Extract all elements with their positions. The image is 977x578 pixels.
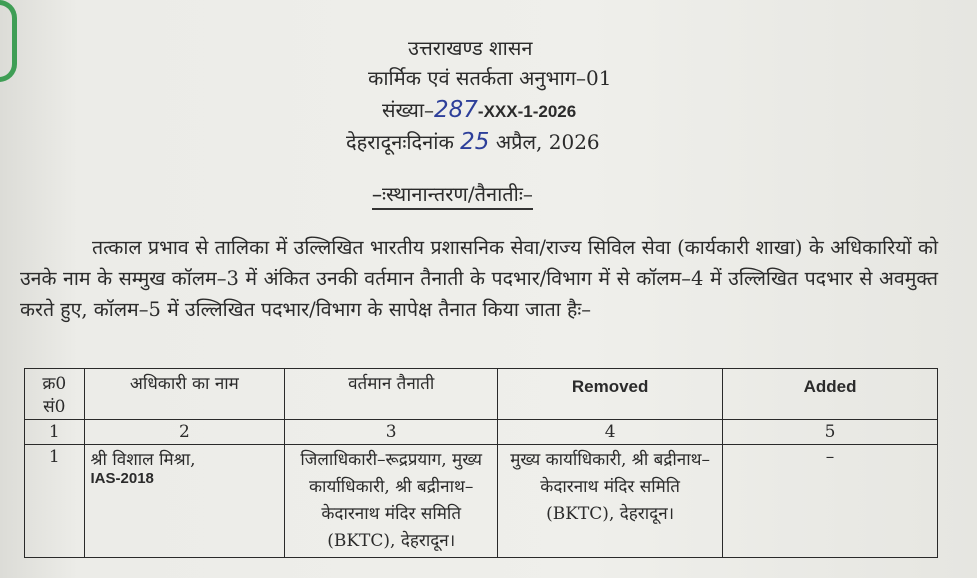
header-current-posting: वर्तमान तैनाती (285, 369, 498, 420)
date-suffix: अप्रैल, 2026 (495, 130, 600, 154)
column-number-row (25, 420, 938, 445)
removed-posting: मुख्य कार्याधिकारी, श्री बद्रीनाथ–केदारनाथ मंदिर समिति (BKTC), देहरादून। (498, 445, 723, 558)
col-number: 1 (25, 420, 85, 445)
officer-name: श्री विशाल मिश्रा, (90, 450, 196, 470)
table-row (25, 445, 938, 558)
officer-cell (84, 445, 285, 558)
order-number-prefix: संख्या– (382, 98, 434, 122)
order-paragraph: तत्काल प्रभाव से तालिका में उल्लिखित भारतीय प्रशासनिक सेवा/राज्य सिविल सेवा (कार्यकारी शाखा) के अधिकारियों को उनके नाम के सम्मुख कॉलम–3 में अंकित उनकी वर्तमान तैनाती के पदभार/विभाग में से कॉलम–4 में उल्लिखित पदभार से अवमुक्त करते हुए, कॉलम–5 में उल्लिखित पदभार/विभाग के सापेक्ष तैनात किया जाता हैः– (20, 236, 938, 321)
header-officer-name: अधिकारी का नाम (84, 369, 285, 420)
col-number: 3 (285, 420, 498, 445)
col-number: 2 (84, 420, 285, 445)
header-added: Added (723, 369, 938, 420)
transfer-table (24, 368, 938, 558)
order-date (346, 128, 600, 155)
header-removed: Removed (498, 369, 723, 420)
green-corner-mark (0, 0, 17, 82)
subject-text: –ःस्थानान्तरण/तैनातीः– (372, 182, 533, 210)
officer-service: IAS-2018 (90, 470, 154, 487)
col-number: 4 (498, 420, 723, 445)
subject-heading (372, 180, 533, 207)
added-posting: – (723, 445, 938, 558)
table-header-row (25, 369, 938, 420)
handwritten-number: 287 (434, 97, 478, 123)
handwritten-date: 25 (460, 129, 490, 155)
current-posting: जिलाधिकारी–रूद्रप्रयाग, मुख्य कार्याधिकारी, श्री बद्रीनाथ–केदारनाथ मंदिर समिति (BKTC), देहरादून। (285, 445, 498, 558)
date-prefix: देहरादूनःदिनांक (346, 130, 454, 154)
col-number: 5 (723, 420, 938, 445)
order-number-suffix: -XXX-1-2026 (477, 102, 577, 121)
order-number (382, 96, 576, 123)
department-heading: कार्मिक एवं सतर्कता अनुभाग–01 (368, 66, 612, 90)
header-serial: क्र0 सं0 (25, 369, 85, 420)
serial-number: 1 (25, 445, 85, 558)
government-heading: उत्तराखण्ड शासन (408, 36, 533, 60)
